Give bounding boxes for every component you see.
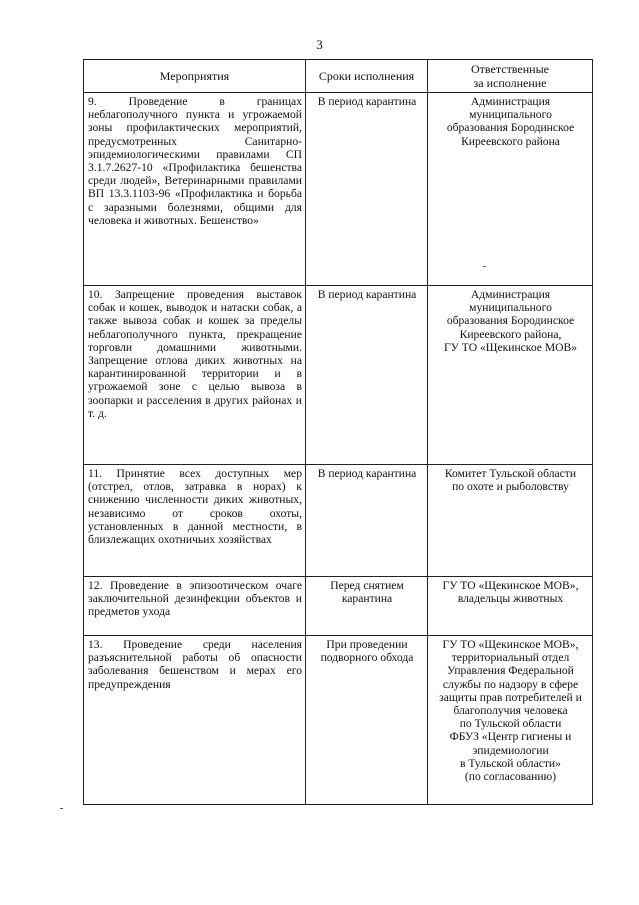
deadline-cell: В период карантина	[306, 93, 428, 286]
header-measures: Мероприятия	[84, 60, 306, 93]
responsible-cell: ГУ ТО «Щекинское МОВ», владельцы животных	[428, 577, 593, 636]
measures-table	[83, 59, 593, 805]
table-row	[84, 93, 593, 286]
responsible-cell: Администрация муниципального образования Бородинское Киреевского района	[428, 93, 593, 286]
page-number: 3	[316, 37, 323, 52]
deadline-cell: В период карантина	[306, 465, 428, 577]
responsible-cell: ГУ ТО «Щекинское МОВ», территориальный отдел Управления Федеральной службы по надзору в сфере защиты прав потребителей и благополучия человека по Тульской области ФБУЗ «Центр гигиены и эпидемиологии в Тульской области» (по согласованию)	[428, 636, 593, 805]
deadline-cell: В период карантина	[306, 286, 428, 465]
table-row	[84, 636, 593, 805]
measure-cell: 11. Принятие всех доступных мер (отстрел, отлов, затравка в норах) к снижению численности диких животных, независимо от сроков охоты, установленных в данной местности, в близлежащих охотничьих хозяйствах	[84, 465, 306, 577]
responsible-cell: Администрация муниципального образования Бородинское Киреевского района, ГУ ТО «Щекинское МОВ»	[428, 286, 593, 465]
measure-cell: 9. Проведение в границах неблагополучного пункта и угрожаемой зоны профилактических мероприятий, предусмотренных Санитарно-эпидемиологическими правилами СП 3.1.7.2627-10 «Профилактика бешенства среди людей», Ветеринарными правилами ВП 13.3.1103-96 «Профилактика и борьба с заразными болезнями, общими для человека и животных. Бешенство»	[84, 93, 306, 286]
table-row	[84, 577, 593, 636]
header-responsible: Ответственные за исполнение	[428, 60, 593, 93]
measure-cell: 12. Проведение в эпизоотическом очаге заключительной дезинфекции объектов и предметов ухода	[84, 577, 306, 636]
margin-mark	[60, 808, 63, 809]
scan-speck	[483, 266, 486, 267]
measure-cell: 13. Проведение среди населения разъяснительной работы об опасности заболевания бешенством и мерах его предупреждения	[84, 636, 306, 805]
deadline-cell: При проведении подворного обхода	[306, 636, 428, 805]
measure-cell: 10. Запрещение проведения выставок собак и кошек, выводок и натаски собак, а также вывоза собак и кошек за пределы неблагополучного пункта, прекращение торговли домашними животными. Запрещение отлова диких животных на карантинированной территории и в угрожаемой зоне с целью вывоза в зоопарки и расселения в других районах и т. д.	[84, 286, 306, 465]
table-row	[84, 286, 593, 465]
header-deadline: Сроки исполнения	[306, 60, 428, 93]
deadline-cell: Перед снятием карантина	[306, 577, 428, 636]
responsible-cell: Комитет Тульской области по охоте и рыболовству	[428, 465, 593, 577]
table-header-row	[84, 60, 593, 93]
table-row	[84, 465, 593, 577]
